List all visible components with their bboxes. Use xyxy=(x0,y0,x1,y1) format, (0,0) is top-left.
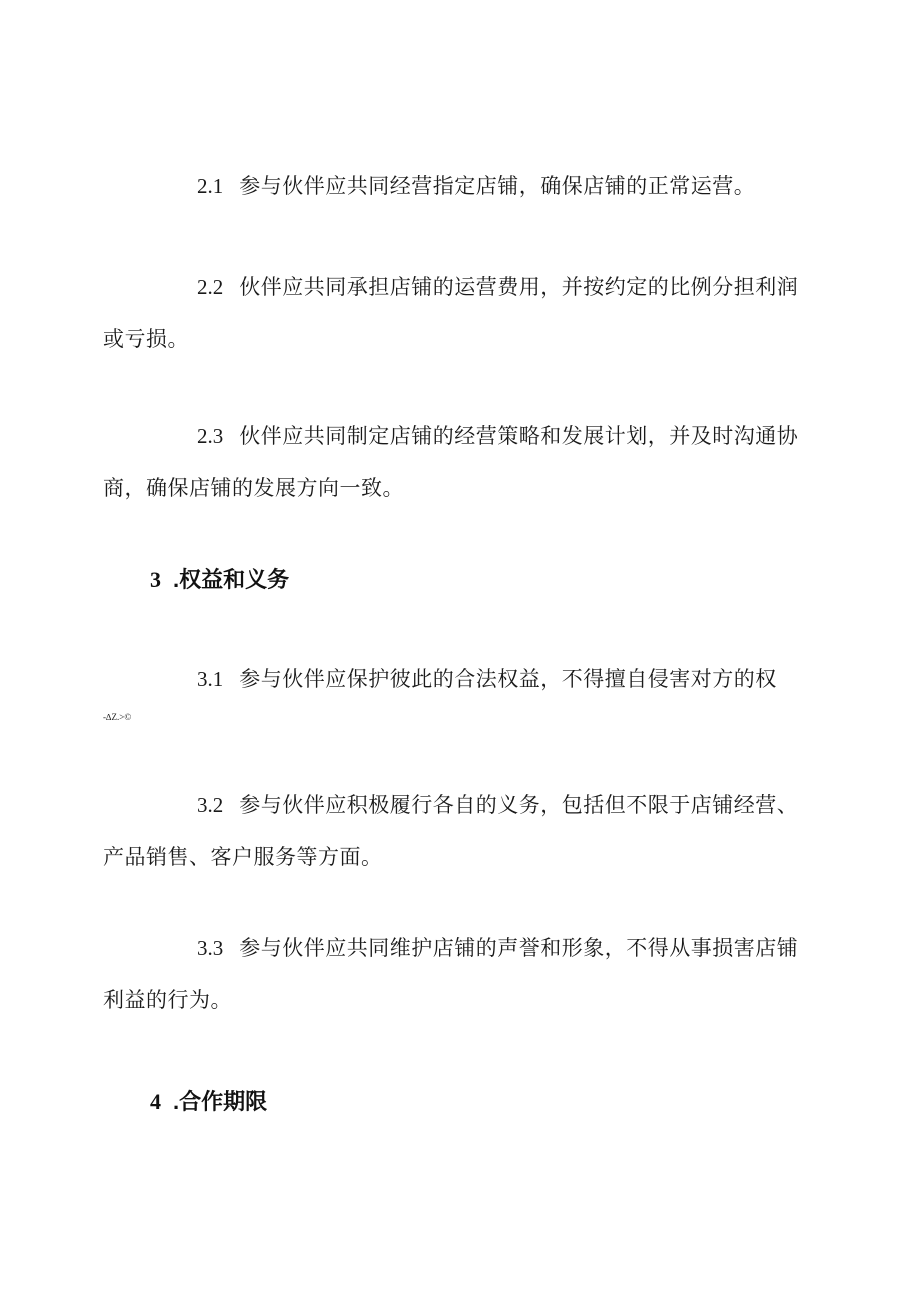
clause-text: 伙伴应共同承担店铺的运营费用，并按约定的比例分担利润或亏损。 xyxy=(103,275,799,351)
clause-2-1 xyxy=(103,160,803,212)
clause-3-3 xyxy=(103,922,803,1026)
clause-text: 伙伴应共同制定店铺的经营策略和发展计划，并及时沟通协商，确保店铺的发展方向一致。 xyxy=(103,424,799,500)
clause-3-2 xyxy=(103,779,803,883)
clause-number: 3.2 xyxy=(197,793,224,817)
clause-number: 3.1 xyxy=(197,667,224,691)
clause-number: 2.3 xyxy=(197,424,224,448)
section-3-heading xyxy=(150,565,289,595)
clause-number: 2.2 xyxy=(197,275,224,299)
clause-text: 参与伙伴应共同经营指定店铺，确保店铺的正常运营。 xyxy=(239,174,756,198)
clause-text: 参与伙伴应积极履行各自的义务，包括但不限于店铺经营、产品销售、客户服务等方面。 xyxy=(103,793,799,869)
clause-3-1 xyxy=(103,653,803,705)
clause-text: 参与伙伴应共同维护店铺的声誉和形象，不得从事损害店铺利益的行为。 xyxy=(103,936,799,1012)
section-4-heading xyxy=(150,1087,267,1117)
section-number: 3 xyxy=(150,567,161,592)
section-number: 4 xyxy=(150,1089,161,1114)
clause-text: 参与伙伴应保护彼此的合法权益，不得擅自侵害对方的权 xyxy=(239,667,777,691)
clause-number: 3.3 xyxy=(197,936,224,960)
ocr-artifact-text: -∆Z.>© xyxy=(103,712,132,722)
section-title: .权益和义务 xyxy=(173,567,290,592)
clause-2-2 xyxy=(103,261,803,365)
clause-2-3 xyxy=(103,410,803,514)
section-title: .合作期限 xyxy=(173,1089,268,1114)
clause-number: 2.1 xyxy=(197,174,224,198)
